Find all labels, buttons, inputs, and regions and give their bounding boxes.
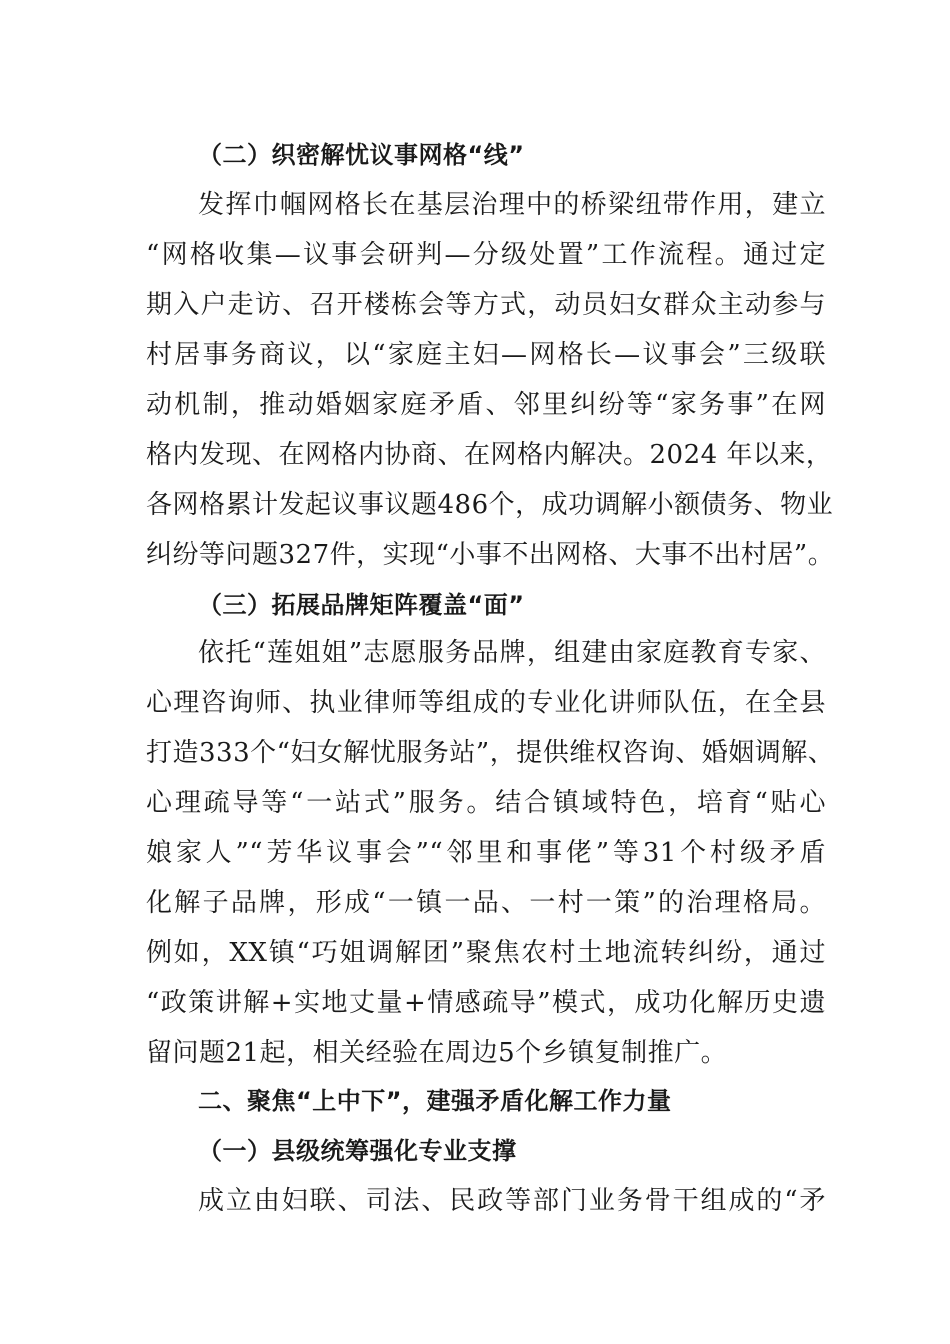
paragraph-line: 纠纷等问题327件，实现“小事不出网格、大事不出村居”。 — [146, 540, 835, 570]
paragraph-line: 动机制，推动婚姻家庭矛盾、邻里纠纷等“家务事”在网 — [146, 390, 826, 420]
paragraph-line: 期入户走访、召开楼栋会等方式，动员妇女群众主动参与 — [146, 290, 826, 320]
paragraph-line: 化解子品牌，形成“一镇一品、一村一策”的治理格局。 — [146, 888, 826, 918]
section-heading-1: （一）县级统筹强化专业支撑 — [198, 1137, 517, 1165]
paragraph-line: 心理疏导等“一站式”服务。结合镇域特色，培育“贴心 — [146, 788, 826, 818]
section-heading-2: （二）织密解忧议事网格“线” — [198, 141, 525, 169]
paragraph-line: 娘家人”“芳华议事会”“邻里和事佬”等31个村级矛盾 — [146, 838, 826, 868]
section-heading-3: （三）拓展品牌矩阵覆盖“面” — [198, 591, 525, 619]
paragraph-line: 格内发现、在网格内协商、在网格内解决。2024 年以来， — [146, 440, 833, 470]
paragraph-line: 例如，XX镇“巧姐调解团”聚焦农村土地流转纠纷，通过 — [146, 938, 826, 968]
paragraph-line: 发挥巾帼网格长在基层治理中的桥梁纽带作用，建立 — [198, 190, 826, 220]
paragraph-line: 打造333个“妇女解忧服务站”，提供维权咨询、婚姻调解、 — [146, 738, 835, 768]
paragraph-line: 各网格累计发起议事议题486个，成功调解小额债务、物业 — [146, 490, 834, 520]
paragraph-line: 依托“莲姐姐”志愿服务品牌，组建由家庭教育专家、 — [198, 638, 826, 668]
paragraph-line: 留问题21起，相关经验在周边5个乡镇复制推广。 — [146, 1038, 728, 1068]
paragraph-line: 村居事务商议，以“家庭主妇—网格长—议事会”三级联 — [146, 340, 826, 370]
paragraph-line: 成立由妇联、司法、民政等部门业务骨干组成的“矛 — [198, 1186, 826, 1216]
chapter-heading-2: 二、聚焦“上中下”，建强矛盾化解工作力量 — [198, 1087, 672, 1115]
paragraph-line: “政策讲解+实地丈量+情感疏导”模式，成功化解历史遗 — [146, 988, 826, 1018]
paragraph-line: 心理咨询师、执业律师等组成的专业化讲师队伍，在全县 — [146, 688, 826, 718]
paragraph-line: “网格收集—议事会研判—分级处置”工作流程。通过定 — [146, 240, 826, 270]
